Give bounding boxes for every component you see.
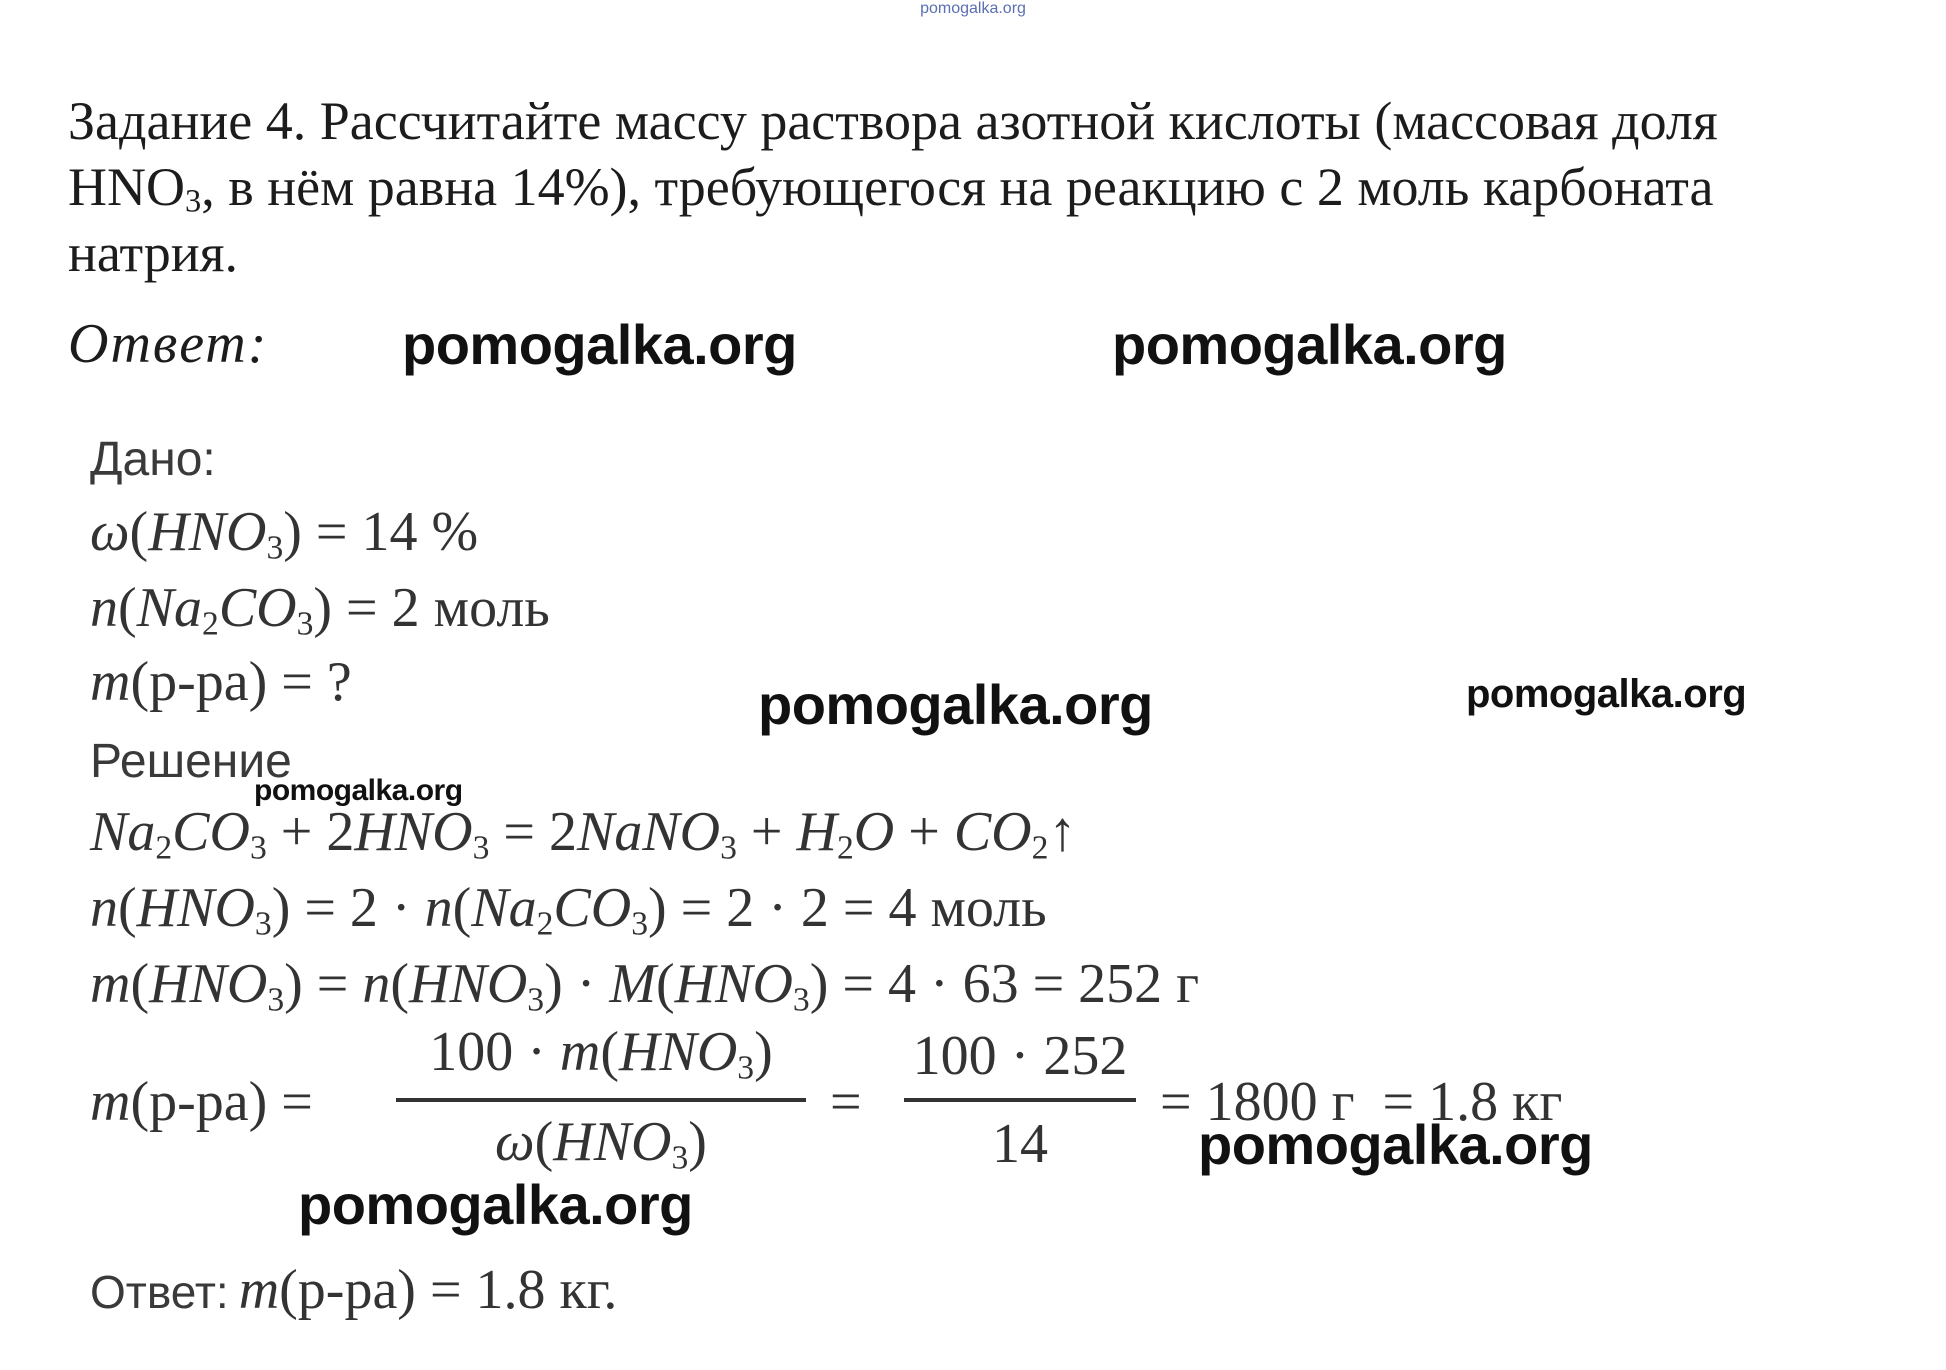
given-w-hno3: $\omega(HNO_3) = 14$ % [90, 501, 479, 567]
m-hno3-calc: $m(HNO_3) = n(HNO_3) \cdot M(HNO_3) = 4 \cdot 63 = 252$ г [90, 953, 1200, 1019]
answer-label: Ответ: [68, 313, 269, 375]
given-n-na2co3: $n(Na_2CO_3) = 2$ моль [90, 577, 550, 643]
fraction-2 [904, 1020, 1136, 1175]
equals-sign: = [830, 1071, 862, 1133]
fraction-2-denominator: 14 [992, 1113, 1048, 1175]
n-hno3-calc: $n(HNO_3) = 2 \cdot n(Na_2CO_3) = 2 \cdot 2 = 4$ моль [90, 877, 1047, 943]
top-watermark: pomogalka.org [920, 0, 1026, 17]
task-line-3: натрия. [68, 223, 238, 283]
watermark-2: pomogalka.org [1112, 313, 1507, 376]
given-m-solution: m(р-ра) = ? [90, 651, 352, 713]
watermark-1: pomogalka.org [402, 313, 797, 376]
task-line-1: Задание 4. Рассчитайте массу раствора азотной кислоты (массовая доля [68, 91, 1718, 151]
watermark-7: pomogalka.org [298, 1173, 693, 1236]
reaction-equation: $Na_2CO_3 + 2HNO_3$ = 2NaNO$_3$ + $H_2O$ + $CO_2↑$ [90, 801, 1077, 867]
final-answer-expr: m(р-ра) = 1.8 кг. [238, 1259, 618, 1321]
given-title: Дано: [90, 433, 216, 486]
task-line-2: $HNO_3$, в нём равна 14%), требующегося на реакцию с 2 моль карбоната [68, 157, 1714, 220]
fraction-1 [396, 1020, 806, 1177]
result-value: = 1800 г = 1.8 кг [1160, 1071, 1563, 1133]
watermark-6: pomogalka.org [1198, 1113, 1593, 1176]
final-answer [90, 1258, 617, 1322]
watermark-4: pomogalka.org [1466, 672, 1747, 716]
solution-title: Решение [90, 735, 292, 788]
fraction-2-bar [904, 1098, 1136, 1102]
final-answer-label: Ответ: [90, 1266, 229, 1318]
fraction-1-numerator: $100 \cdot m(HNO_3)$ [429, 1021, 773, 1087]
fraction-1-denominator: $\omega(HNO_3)$ [495, 1111, 707, 1177]
fraction-1-bar [396, 1098, 806, 1102]
m-solution-lhs: m(р-ра) = [90, 1071, 313, 1133]
fraction-2-numerator: 100 · 252 [912, 1025, 1128, 1087]
watermark-3: pomogalka.org [758, 673, 1153, 736]
task-text [68, 88, 1908, 286]
watermark-5: pomogalka.org [254, 774, 463, 807]
